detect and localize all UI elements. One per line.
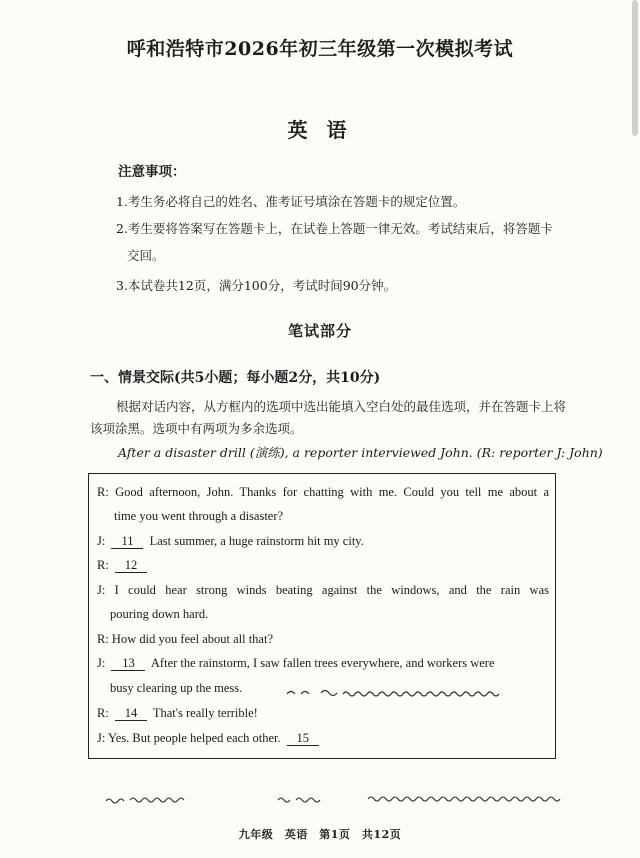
instruction-line-2: 该项涂黑。选项中有两项为多余选项。: [90, 421, 303, 436]
notice-item-2: 2.考生要将答案写在答题卡上，在试卷上答题一律无效。考试结束后，将答题卡: [116, 221, 553, 236]
answer-blank-15[interactable]: 15: [287, 731, 319, 746]
pen-underline-mark: [285, 686, 520, 700]
dialogue-line-7: R: How did you feel about all that?: [97, 632, 274, 646]
dialogue-line-2: time you went through a disaster?: [114, 509, 284, 523]
notice-item-3: 3.本试卷共12页，满分100分，考试时间90分钟。: [116, 278, 397, 293]
dialogue-line-6: pouring down hard.: [110, 607, 209, 621]
dialogue-text: J: Yes. But people helped each other.: [97, 731, 281, 745]
pen-mark-middle: [276, 794, 336, 806]
answer-blank-14[interactable]: 14: [115, 706, 147, 721]
answer-blank-12[interactable]: 12: [115, 558, 147, 573]
dialogue-line-10: [97, 706, 258, 721]
answer-blank-13[interactable]: 13: [111, 656, 145, 671]
pen-mark-right: [366, 792, 561, 806]
dialogue-line-3: [97, 534, 364, 549]
part-heading: 一、情景交际(共5小题；每小题2分，共10分): [90, 370, 381, 386]
dialogue-line-8: [97, 656, 495, 671]
instruction-line-1: 根据对话内容，从方框内的选项中选出能填入空白处的最佳选项，并在答题卡上将: [116, 399, 567, 414]
dialogue-text: That's really terrible!: [152, 706, 258, 720]
page-footer: 九年级 英语 第1页 共12页: [238, 828, 402, 841]
pen-mark-left: [104, 794, 194, 806]
dialogue-line-9: busy clearing up the mess.: [110, 681, 243, 695]
dialogue-line-5: J: I could hear strong winds beating against the windows, and the rain was: [97, 583, 549, 597]
subject-title: 英 语: [287, 118, 353, 142]
notice-item-1: 1.考生务必将自己的姓名、准考证号填涂在答题卡的规定位置。: [116, 194, 466, 209]
dialogue-line-4: [97, 558, 150, 573]
dialogue-text: Last summer, a huge rainstorm hit my city.: [149, 534, 364, 548]
speaker-label: J:: [97, 656, 106, 670]
dialogue-line-1: R: Good afternoon, John. Thanks for chatting with me. Could you tell me about a: [97, 485, 549, 499]
section-title: 笔试部分: [287, 322, 352, 340]
dialogue-line-11: [97, 731, 322, 746]
context-line: After a disaster drill (演练), a reporter interviewed John. (R: reporter J: John): [118, 445, 603, 460]
answer-blank-11[interactable]: 11: [111, 534, 143, 549]
exam-title: 呼和浩特市2026年初三年级第一次模拟考试: [126, 38, 514, 60]
notice-heading: 注意事项：: [118, 164, 186, 180]
speaker-label: R:: [97, 558, 109, 572]
dialogue-text: After the rainstorm, I saw fallen trees everywhere, and workers were: [150, 656, 495, 670]
speaker-label: J:: [97, 534, 106, 548]
speaker-label: R:: [97, 706, 109, 720]
notice-item-2-cont: 交回。: [127, 248, 165, 263]
